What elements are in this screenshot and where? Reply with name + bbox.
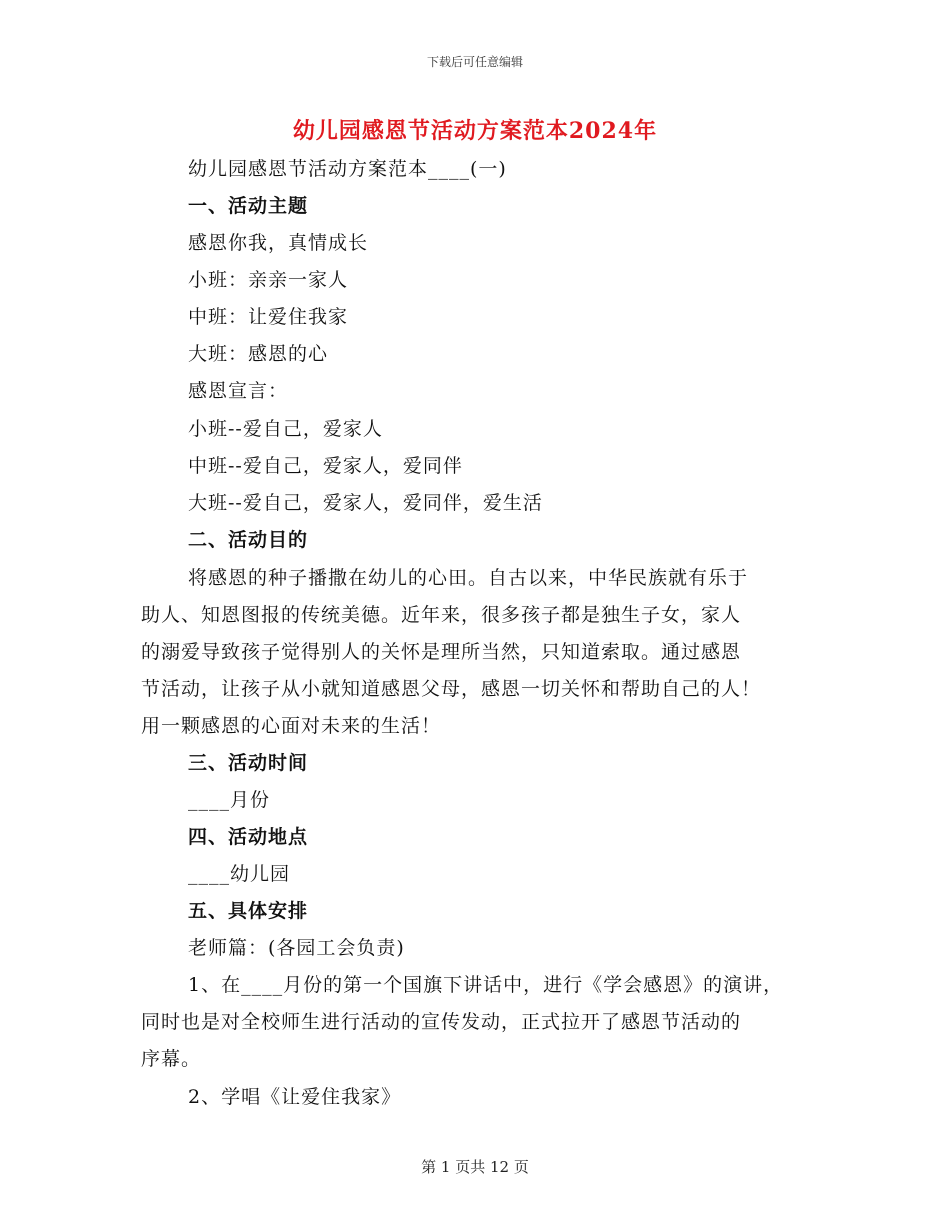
page-footer: 第 1 页共 12 页 — [421, 1158, 529, 1176]
section-heading-theme: 一、活动主题 — [188, 195, 309, 217]
paragraph-line: 节活动，让孩子从小就知道感恩父母，感恩一切关怀和帮助自己的人！ — [141, 678, 762, 700]
teacher-section-label: 老师篇：(各园工会负责) — [188, 937, 405, 959]
location-value: ____幼儿园 — [188, 863, 291, 885]
theme-small-class: 小班：亲亲一家人 — [188, 269, 349, 291]
declaration-big-class: 大班--爱自己，爱家人，爱同伴，爱生活 — [188, 492, 543, 514]
theme-line: 感恩你我，真情成长 — [188, 232, 369, 254]
arrangement-item-2: 2、学唱《让爱住我家》 — [188, 1086, 402, 1108]
declaration-middle-class: 中班--爱自己，爱家人，爱同伴 — [188, 455, 463, 477]
section-heading-location: 四、活动地点 — [188, 826, 309, 848]
declaration-small-class: 小班--爱自己，爱家人 — [188, 418, 383, 440]
arrangement-item-1-cont: 同时也是对全校师生进行活动的宣传发动，正式拉开了感恩节活动的 — [141, 1011, 742, 1033]
time-value: ____月份 — [188, 789, 271, 811]
page-header: 下载后可任意编辑 — [426, 55, 523, 69]
section-heading-purpose: 二、活动目的 — [188, 529, 309, 551]
arrangement-item-1-cont: 序幕。 — [141, 1048, 202, 1070]
section-heading-arrangement: 五、具体安排 — [188, 900, 309, 922]
paragraph-line: 将感恩的种子播撒在幼儿的心田。自古以来，中华民族就有乐于 — [188, 567, 749, 589]
theme-middle-class: 中班：让爱住我家 — [188, 306, 349, 328]
arrangement-item-1: 1、在____月份的第一个国旗下讲话中，进行《学会感恩》的演讲， — [188, 974, 784, 996]
paragraph-line: 的溺爱导致孩子觉得别人的关怀是理所当然，只知道索取。通过感恩 — [141, 641, 742, 663]
section-heading-time: 三、活动时间 — [188, 752, 309, 774]
paragraph-line: 助人、知恩图报的传统美德。近年来，很多孩子都是独生子女，家人 — [141, 604, 742, 626]
theme-big-class: 大班：感恩的心 — [188, 343, 329, 365]
document-title: 幼儿园感恩节活动方案范本2024年 — [292, 118, 658, 144]
paragraph-line: 用一颗感恩的心面对未来的生活！ — [141, 715, 442, 737]
subtitle-line: 幼儿园感恩节活动方案范本____(一) — [188, 158, 507, 180]
declaration-label: 感恩宣言： — [188, 380, 289, 402]
